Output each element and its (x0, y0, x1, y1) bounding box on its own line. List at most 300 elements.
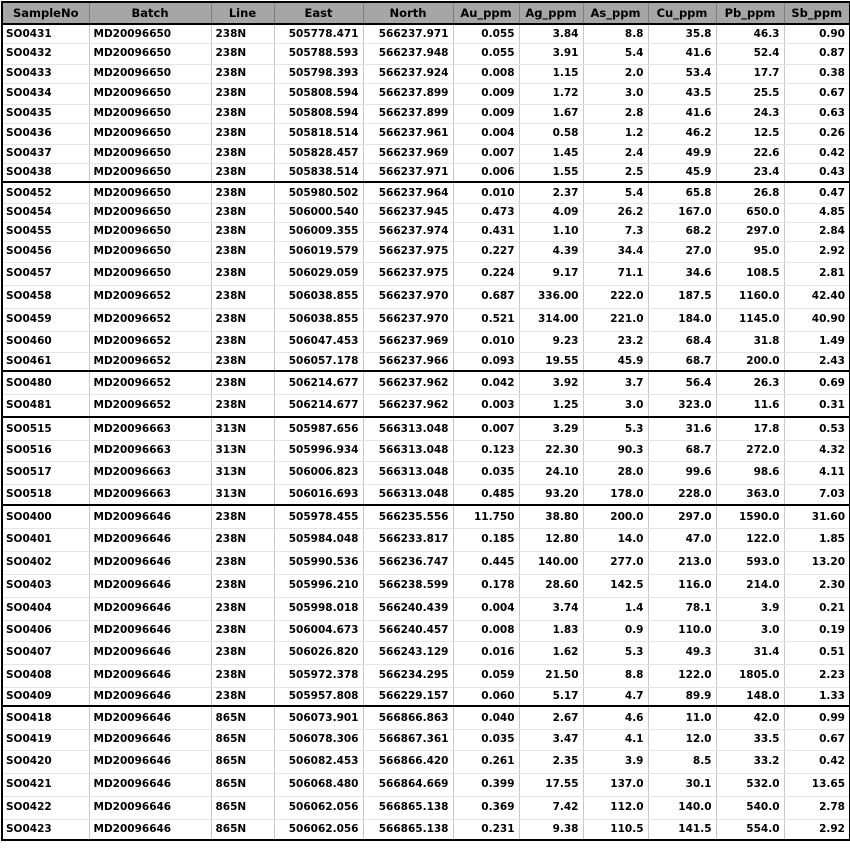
cell-line: 238N (211, 104, 274, 123)
cell-pb-ppm: 148.0 (716, 687, 784, 706)
cell-au-ppm: 0.035 (453, 461, 519, 484)
cell-pb-ppm: 23.4 (716, 163, 784, 182)
cell-pb-ppm: 11.6 (716, 394, 784, 417)
table-row (2, 24, 850, 43)
cell-north: 566237.975 (363, 241, 453, 262)
cell-as-ppm: 5.3 (583, 417, 648, 440)
cell-sampleno: SO0401 (2, 528, 89, 551)
cell-au-ppm: 0.040 (453, 706, 519, 729)
cell-ag-ppm: 0.58 (519, 123, 583, 144)
cell-pb-ppm: 1145.0 (716, 308, 784, 331)
cell-pb-ppm: 17.7 (716, 64, 784, 83)
cell-sb-ppm: 0.42 (784, 144, 850, 163)
cell-sampleno: SO0455 (2, 222, 89, 241)
cell-east: 506038.855 (274, 308, 363, 331)
cell-north: 566237.969 (363, 331, 453, 352)
cell-sampleno: SO0433 (2, 64, 89, 83)
cell-as-ppm: 14.0 (583, 528, 648, 551)
cell-pb-ppm: 95.0 (716, 241, 784, 262)
cell-east: 506026.820 (274, 641, 363, 664)
cell-as-ppm: 178.0 (583, 484, 648, 505)
cell-cu-ppm: 27.0 (648, 241, 716, 262)
cell-sb-ppm: 13.20 (784, 551, 850, 574)
cell-pb-ppm: 554.0 (716, 819, 784, 840)
cell-sb-ppm: 0.38 (784, 64, 850, 83)
cell-sampleno: SO0404 (2, 597, 89, 620)
cell-ag-ppm: 4.39 (519, 241, 583, 262)
cell-ag-ppm: 2.35 (519, 750, 583, 773)
cell-sb-ppm: 0.69 (784, 371, 850, 394)
cell-cu-ppm: 68.7 (648, 352, 716, 371)
cell-ag-ppm: 28.60 (519, 574, 583, 597)
cell-au-ppm: 0.060 (453, 687, 519, 706)
cell-ag-ppm: 19.55 (519, 352, 583, 371)
cell-line: 313N (211, 461, 274, 484)
cell-sb-ppm: 0.42 (784, 750, 850, 773)
cell-batch: MD20096652 (89, 394, 211, 417)
cell-as-ppm: 7.3 (583, 222, 648, 241)
cell-batch: MD20096650 (89, 262, 211, 285)
cell-pb-ppm: 31.4 (716, 641, 784, 664)
cell-sb-ppm: 0.31 (784, 394, 850, 417)
cell-sb-ppm: 31.60 (784, 505, 850, 528)
cell-sampleno: SO0406 (2, 620, 89, 641)
table-row (2, 484, 850, 505)
cell-ag-ppm: 3.92 (519, 371, 583, 394)
cell-batch: MD20096650 (89, 83, 211, 104)
cell-cu-ppm: 213.0 (648, 551, 716, 574)
cell-au-ppm: 0.004 (453, 597, 519, 620)
cell-as-ppm: 2.8 (583, 104, 648, 123)
cell-sb-ppm: 0.63 (784, 104, 850, 123)
table-row (2, 83, 850, 104)
cell-as-ppm: 2.4 (583, 144, 648, 163)
cell-pb-ppm: 108.5 (716, 262, 784, 285)
table-row (2, 104, 850, 123)
cell-pb-ppm: 31.8 (716, 331, 784, 352)
cell-cu-ppm: 49.9 (648, 144, 716, 163)
cell-cu-ppm: 45.9 (648, 163, 716, 182)
cell-cu-ppm: 228.0 (648, 484, 716, 505)
cell-ag-ppm: 9.38 (519, 819, 583, 840)
cell-cu-ppm: 297.0 (648, 505, 716, 528)
cell-east: 506004.673 (274, 620, 363, 641)
cell-au-ppm: 0.007 (453, 417, 519, 440)
cell-batch: MD20096646 (89, 729, 211, 750)
cell-pb-ppm: 363.0 (716, 484, 784, 505)
cell-as-ppm: 90.3 (583, 440, 648, 461)
cell-batch: MD20096650 (89, 123, 211, 144)
cell-au-ppm: 0.473 (453, 203, 519, 222)
col-header-ag-ppm: Ag_ppm (519, 2, 583, 24)
cell-ag-ppm: 22.30 (519, 440, 583, 461)
cell-north: 566240.439 (363, 597, 453, 620)
cell-north: 566236.747 (363, 551, 453, 574)
table-row (2, 203, 850, 222)
cell-au-ppm: 0.003 (453, 394, 519, 417)
cell-ag-ppm: 9.17 (519, 262, 583, 285)
table-row (2, 597, 850, 620)
cell-east: 506062.056 (274, 796, 363, 819)
col-header-cu-ppm: Cu_ppm (648, 2, 716, 24)
cell-batch: MD20096650 (89, 163, 211, 182)
cell-as-ppm: 4.6 (583, 706, 648, 729)
cell-as-ppm: 200.0 (583, 505, 648, 528)
cell-north: 566313.048 (363, 484, 453, 505)
cell-pb-ppm: 26.8 (716, 182, 784, 203)
cell-line: 865N (211, 819, 274, 840)
cell-batch: MD20096646 (89, 551, 211, 574)
cell-pb-ppm: 33.2 (716, 750, 784, 773)
cell-north: 566313.048 (363, 461, 453, 484)
cell-cu-ppm: 30.1 (648, 773, 716, 796)
table-row (2, 551, 850, 574)
cell-sb-ppm: 40.90 (784, 308, 850, 331)
cell-line: 238N (211, 222, 274, 241)
cell-cu-ppm: 141.5 (648, 819, 716, 840)
cell-cu-ppm: 167.0 (648, 203, 716, 222)
cell-ag-ppm: 1.62 (519, 641, 583, 664)
cell-north: 566237.974 (363, 222, 453, 241)
cell-cu-ppm: 49.3 (648, 641, 716, 664)
cell-batch: MD20096646 (89, 750, 211, 773)
cell-north: 566237.945 (363, 203, 453, 222)
table-row (2, 505, 850, 528)
cell-sb-ppm: 1.85 (784, 528, 850, 551)
cell-line: 865N (211, 773, 274, 796)
cell-au-ppm: 0.010 (453, 331, 519, 352)
cell-cu-ppm: 140.0 (648, 796, 716, 819)
cell-au-ppm: 0.008 (453, 64, 519, 83)
cell-au-ppm: 0.224 (453, 262, 519, 285)
table-row (2, 641, 850, 664)
cell-ag-ppm: 1.45 (519, 144, 583, 163)
table-row (2, 352, 850, 371)
cell-ag-ppm: 336.00 (519, 285, 583, 308)
cell-pb-ppm: 122.0 (716, 528, 784, 551)
cell-au-ppm: 0.059 (453, 664, 519, 687)
cell-north: 566867.361 (363, 729, 453, 750)
cell-cu-ppm: 116.0 (648, 574, 716, 597)
cell-as-ppm: 34.4 (583, 241, 648, 262)
cell-ag-ppm: 9.23 (519, 331, 583, 352)
cell-north: 566237.962 (363, 371, 453, 394)
cell-pb-ppm: 42.0 (716, 706, 784, 729)
cell-ag-ppm: 3.84 (519, 24, 583, 43)
table-row (2, 371, 850, 394)
cell-line: 238N (211, 551, 274, 574)
cell-batch: MD20096650 (89, 203, 211, 222)
cell-au-ppm: 0.185 (453, 528, 519, 551)
cell-sb-ppm: 0.21 (784, 597, 850, 620)
cell-cu-ppm: 68.4 (648, 331, 716, 352)
cell-au-ppm: 0.431 (453, 222, 519, 241)
cell-cu-ppm: 56.4 (648, 371, 716, 394)
cell-north: 566237.948 (363, 43, 453, 64)
cell-au-ppm: 0.227 (453, 241, 519, 262)
cell-north: 566237.962 (363, 394, 453, 417)
cell-east: 505808.594 (274, 83, 363, 104)
cell-au-ppm: 0.123 (453, 440, 519, 461)
cell-ag-ppm: 3.47 (519, 729, 583, 750)
cell-ag-ppm: 3.29 (519, 417, 583, 440)
col-header-sb-ppm: Sb_ppm (784, 2, 850, 24)
cell-au-ppm: 0.521 (453, 308, 519, 331)
cell-pb-ppm: 650.0 (716, 203, 784, 222)
assay-table (1, 1, 850, 841)
cell-east: 506078.306 (274, 729, 363, 750)
cell-sb-ppm: 0.99 (784, 706, 850, 729)
cell-line: 313N (211, 440, 274, 461)
cell-north: 566865.138 (363, 796, 453, 819)
cell-ag-ppm: 1.55 (519, 163, 583, 182)
cell-cu-ppm: 12.0 (648, 729, 716, 750)
cell-batch: MD20096652 (89, 285, 211, 308)
cell-line: 238N (211, 687, 274, 706)
cell-line: 238N (211, 64, 274, 83)
cell-as-ppm: 71.1 (583, 262, 648, 285)
cell-east: 505788.593 (274, 43, 363, 64)
cell-line: 238N (211, 620, 274, 641)
cell-north: 566235.556 (363, 505, 453, 528)
cell-east: 506009.355 (274, 222, 363, 241)
cell-east: 506057.178 (274, 352, 363, 371)
table-row (2, 163, 850, 182)
table-row (2, 729, 850, 750)
cell-cu-ppm: 11.0 (648, 706, 716, 729)
cell-north: 566237.975 (363, 262, 453, 285)
cell-sampleno: SO0438 (2, 163, 89, 182)
cell-ag-ppm: 7.42 (519, 796, 583, 819)
cell-pb-ppm: 1805.0 (716, 664, 784, 687)
cell-au-ppm: 0.006 (453, 163, 519, 182)
cell-batch: MD20096646 (89, 706, 211, 729)
cell-east: 506029.059 (274, 262, 363, 285)
cell-as-ppm: 112.0 (583, 796, 648, 819)
cell-ag-ppm: 2.37 (519, 182, 583, 203)
cell-pb-ppm: 272.0 (716, 440, 784, 461)
cell-au-ppm: 0.055 (453, 24, 519, 43)
cell-as-ppm: 4.7 (583, 687, 648, 706)
cell-pb-ppm: 98.6 (716, 461, 784, 484)
cell-cu-ppm: 184.0 (648, 308, 716, 331)
cell-north: 566237.970 (363, 285, 453, 308)
cell-line: 238N (211, 528, 274, 551)
cell-north: 566238.599 (363, 574, 453, 597)
cell-pb-ppm: 200.0 (716, 352, 784, 371)
cell-sb-ppm: 0.19 (784, 620, 850, 641)
cell-batch: MD20096646 (89, 597, 211, 620)
cell-east: 505828.457 (274, 144, 363, 163)
cell-east: 506000.540 (274, 203, 363, 222)
cell-batch: MD20096650 (89, 64, 211, 83)
cell-pb-ppm: 52.4 (716, 43, 784, 64)
col-header-as-ppm: As_ppm (583, 2, 648, 24)
cell-as-ppm: 8.8 (583, 24, 648, 43)
cell-sampleno: SO0515 (2, 417, 89, 440)
cell-cu-ppm: 110.0 (648, 620, 716, 641)
cell-sampleno: SO0407 (2, 641, 89, 664)
cell-au-ppm: 0.009 (453, 83, 519, 104)
cell-pb-ppm: 46.3 (716, 24, 784, 43)
cell-line: 865N (211, 729, 274, 750)
cell-pb-ppm: 26.3 (716, 371, 784, 394)
cell-sampleno: SO0517 (2, 461, 89, 484)
cell-batch: MD20096663 (89, 417, 211, 440)
table-row (2, 773, 850, 796)
cell-sb-ppm: 0.67 (784, 729, 850, 750)
cell-as-ppm: 1.2 (583, 123, 648, 144)
table-row (2, 43, 850, 64)
cell-cu-ppm: 35.8 (648, 24, 716, 43)
cell-north: 566864.669 (363, 773, 453, 796)
cell-east: 505996.210 (274, 574, 363, 597)
cell-sb-ppm: 0.51 (784, 641, 850, 664)
cell-batch: MD20096650 (89, 222, 211, 241)
cell-sampleno: SO0454 (2, 203, 89, 222)
cell-north: 566866.863 (363, 706, 453, 729)
cell-pb-ppm: 24.3 (716, 104, 784, 123)
cell-batch: MD20096646 (89, 664, 211, 687)
cell-sampleno: SO0420 (2, 750, 89, 773)
cell-east: 505808.594 (274, 104, 363, 123)
table-row (2, 819, 850, 840)
cell-cu-ppm: 99.6 (648, 461, 716, 484)
cell-pb-ppm: 33.5 (716, 729, 784, 750)
cell-batch: MD20096646 (89, 528, 211, 551)
cell-au-ppm: 0.261 (453, 750, 519, 773)
cell-sampleno: SO0459 (2, 308, 89, 331)
cell-as-ppm: 4.1 (583, 729, 648, 750)
cell-sb-ppm: 2.84 (784, 222, 850, 241)
cell-as-ppm: 2.0 (583, 64, 648, 83)
cell-as-ppm: 23.2 (583, 331, 648, 352)
cell-as-ppm: 5.3 (583, 641, 648, 664)
cell-as-ppm: 0.9 (583, 620, 648, 641)
cell-au-ppm: 0.004 (453, 123, 519, 144)
cell-sampleno: SO0418 (2, 706, 89, 729)
cell-sb-ppm: 4.85 (784, 203, 850, 222)
cell-north: 566237.961 (363, 123, 453, 144)
cell-cu-ppm: 122.0 (648, 664, 716, 687)
cell-east: 505980.502 (274, 182, 363, 203)
cell-au-ppm: 0.231 (453, 819, 519, 840)
cell-sb-ppm: 0.26 (784, 123, 850, 144)
cell-sb-ppm: 0.47 (784, 182, 850, 203)
table-row (2, 331, 850, 352)
cell-sb-ppm: 2.78 (784, 796, 850, 819)
cell-sb-ppm: 4.11 (784, 461, 850, 484)
table-row (2, 123, 850, 144)
cell-cu-ppm: 68.7 (648, 440, 716, 461)
cell-sb-ppm: 42.40 (784, 285, 850, 308)
cell-east: 505818.514 (274, 123, 363, 144)
cell-sb-ppm: 0.87 (784, 43, 850, 64)
cell-east: 506214.677 (274, 371, 363, 394)
cell-ag-ppm: 3.74 (519, 597, 583, 620)
cell-east: 506006.823 (274, 461, 363, 484)
cell-cu-ppm: 65.8 (648, 182, 716, 203)
cell-pb-ppm: 22.6 (716, 144, 784, 163)
cell-east: 506047.453 (274, 331, 363, 352)
cell-pb-ppm: 1590.0 (716, 505, 784, 528)
cell-batch: MD20096663 (89, 461, 211, 484)
cell-au-ppm: 0.445 (453, 551, 519, 574)
cell-line: 238N (211, 641, 274, 664)
cell-as-ppm: 2.5 (583, 163, 648, 182)
cell-line: 238N (211, 597, 274, 620)
cell-sampleno: SO0419 (2, 729, 89, 750)
cell-north: 566233.817 (363, 528, 453, 551)
cell-line: 865N (211, 706, 274, 729)
cell-ag-ppm: 24.10 (519, 461, 583, 484)
cell-pb-ppm: 532.0 (716, 773, 784, 796)
table-row (2, 417, 850, 440)
cell-as-ppm: 1.4 (583, 597, 648, 620)
cell-north: 566240.457 (363, 620, 453, 641)
cell-sampleno: SO0403 (2, 574, 89, 597)
cell-pb-ppm: 25.5 (716, 83, 784, 104)
cell-sampleno: SO0402 (2, 551, 89, 574)
cell-pb-ppm: 540.0 (716, 796, 784, 819)
col-header-sampleno: SampleNo (2, 2, 89, 24)
col-header-au-ppm: Au_ppm (453, 2, 519, 24)
cell-east: 506038.855 (274, 285, 363, 308)
table-row (2, 620, 850, 641)
cell-ag-ppm: 5.17 (519, 687, 583, 706)
table-row (2, 308, 850, 331)
header-row (2, 2, 850, 24)
table-row (2, 394, 850, 417)
cell-north: 566237.971 (363, 24, 453, 43)
cell-north: 566237.899 (363, 83, 453, 104)
cell-line: 238N (211, 664, 274, 687)
cell-north: 566237.971 (363, 163, 453, 182)
cell-line: 313N (211, 417, 274, 440)
cell-as-ppm: 5.4 (583, 182, 648, 203)
cell-batch: MD20096646 (89, 574, 211, 597)
cell-au-ppm: 0.093 (453, 352, 519, 371)
cell-east: 506016.693 (274, 484, 363, 505)
cell-pb-ppm: 12.5 (716, 123, 784, 144)
cell-sampleno: SO0434 (2, 83, 89, 104)
cell-batch: MD20096652 (89, 371, 211, 394)
cell-line: 238N (211, 331, 274, 352)
cell-batch: MD20096646 (89, 505, 211, 528)
cell-east: 506062.056 (274, 819, 363, 840)
cell-ag-ppm: 1.67 (519, 104, 583, 123)
table-row (2, 262, 850, 285)
cell-sb-ppm: 0.53 (784, 417, 850, 440)
cell-batch: MD20096652 (89, 308, 211, 331)
cell-ag-ppm: 93.20 (519, 484, 583, 505)
cell-north: 566237.964 (363, 182, 453, 203)
cell-cu-ppm: 187.5 (648, 285, 716, 308)
table-row (2, 241, 850, 262)
cell-cu-ppm: 8.5 (648, 750, 716, 773)
cell-as-ppm: 26.2 (583, 203, 648, 222)
cell-sampleno: SO0409 (2, 687, 89, 706)
cell-au-ppm: 0.016 (453, 641, 519, 664)
cell-ag-ppm: 4.09 (519, 203, 583, 222)
cell-line: 865N (211, 796, 274, 819)
cell-cu-ppm: 78.1 (648, 597, 716, 620)
cell-sampleno: SO0458 (2, 285, 89, 308)
cell-sampleno: SO0422 (2, 796, 89, 819)
cell-pb-ppm: 214.0 (716, 574, 784, 597)
cell-ag-ppm: 3.91 (519, 43, 583, 64)
cell-line: 865N (211, 750, 274, 773)
